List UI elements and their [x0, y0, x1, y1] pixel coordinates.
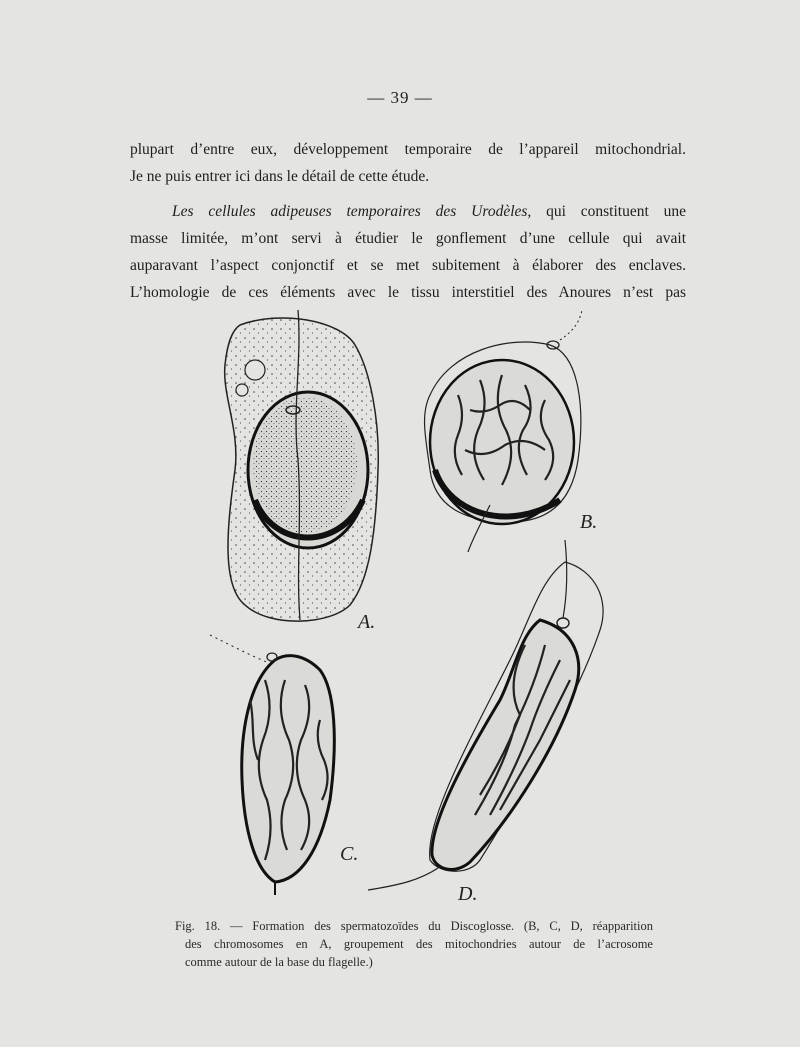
figure-label-d: D.	[458, 883, 478, 905]
text-line: auparavant l’aspect conjonctif et se met subitement à élaborer des enclaves.	[130, 257, 686, 274]
figure-label-a: A.	[358, 611, 376, 633]
text-line: masse limitée, m’ont servi à étudier le gonflement d’une cellule qui avait	[130, 230, 686, 247]
text-fragment: qui constituent une	[531, 203, 687, 220]
cell-b-drawing	[425, 310, 582, 552]
text-line	[130, 198, 686, 225]
text-line: plupart d’entre eux, développement temporaire de l’appareil mitochondrial.	[130, 141, 686, 158]
caption-line: des chromosomes en A, groupement des mitochondries autour de l’acrosome	[185, 937, 653, 951]
cell-c-drawing	[210, 635, 334, 895]
page-number: — 39 —	[367, 88, 433, 107]
body-text	[130, 136, 686, 306]
paragraph-1	[130, 136, 686, 190]
text-line: L’homologie de ces éléments avec le tissu interstitiel des Anoures n’est pas	[130, 284, 686, 301]
figure-caption	[175, 917, 653, 971]
paragraph-2	[130, 198, 686, 306]
figure-label-c: C.	[340, 843, 359, 865]
text-line: Je ne puis entrer ici dans le détail de cette étude.	[130, 168, 430, 185]
figure-illustration	[180, 300, 640, 910]
cell-a-drawing	[225, 310, 379, 621]
caption-line: comme autour de la base du flagelle.)	[185, 955, 373, 969]
caption-line: Fig. 18. — Formation des spermatozoïdes du Discoglosse. (B, C, D, réapparition	[175, 919, 653, 933]
figure-label-b: B.	[580, 511, 598, 533]
italic-phrase: Les cellules adipeuses temporaires des Urodèles,	[172, 203, 532, 220]
cell-d-drawing	[368, 540, 603, 890]
figure-18	[180, 300, 640, 910]
